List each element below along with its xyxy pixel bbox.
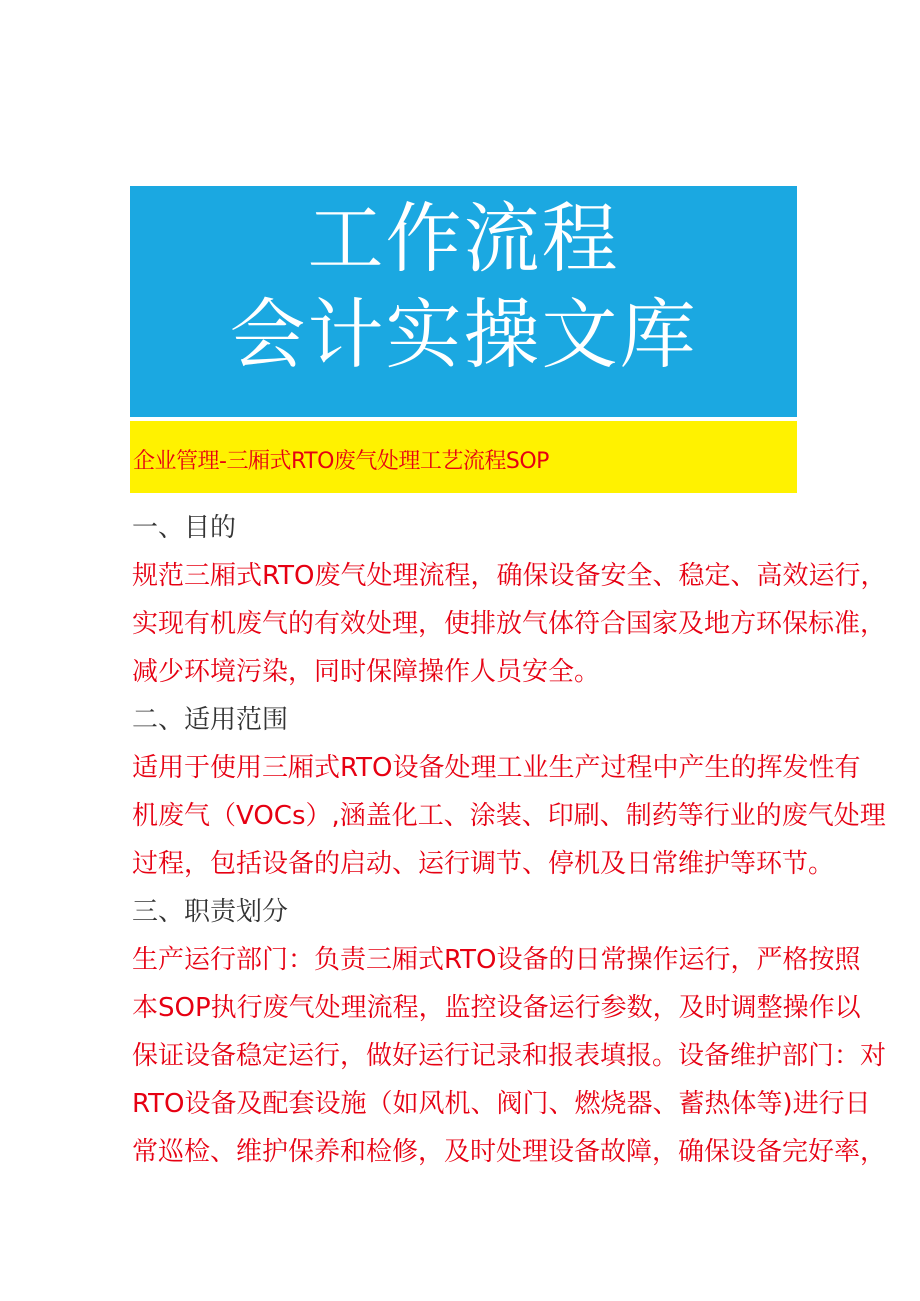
- paragraph-line: 规范三厢式RTO废气处理流程，确保设备安全、稳定、高效运行，: [132, 561, 887, 591]
- title-banner: [130, 186, 797, 417]
- banner-title-line1: 工作流程: [307, 194, 620, 283]
- paragraph-line: 机废气（VOCs）,涵盖化工、涂装、印刷、制药等行业的废气处理: [132, 801, 886, 831]
- paragraph-line: 常巡检、维护保养和检修，及时处理设备故障，确保设备完好率，: [132, 1137, 887, 1167]
- paragraph-line: 适用于使用三厢式RTO设备处理工业生产过程中产生的挥发性有: [132, 753, 861, 783]
- paragraph-line: 减少环境污染，同时保障操作人员安全。: [132, 657, 601, 687]
- section-heading-purpose: 一、目的: [132, 513, 237, 543]
- paragraph-line: 生产运行部门：负责三厢式RTO设备的日常操作运行，严格按照: [132, 945, 861, 975]
- document-subtitle: 企业管理-三厢式RTO废气处理工艺流程SOP: [133, 449, 549, 474]
- paragraph-line: 保证设备稳定运行，做好运行记录和报表填报。设备维护部门：对: [132, 1041, 887, 1071]
- subtitle-bar: [130, 421, 797, 493]
- paragraph-line: 过程，包括设备的启动、运行调节、停机及日常维护等环节。: [132, 849, 835, 879]
- paragraph-line: 实现有机废气的有效处理，使排放气体符合国家及地方环保标准，: [132, 609, 887, 639]
- section-heading-responsibilities: 三、职责划分: [132, 897, 289, 927]
- paragraph-line: 本SOP执行废气处理流程，监控设备运行参数，及时调整操作以: [132, 993, 861, 1023]
- paragraph-line: RTO设备及配套设施（如风机、阀门、燃烧器、蓄热体等)进行日: [132, 1089, 871, 1119]
- document-body: [132, 504, 887, 1176]
- banner-title-line2: 会计实操文库: [229, 290, 698, 379]
- section-heading-scope: 二、适用范围: [132, 705, 289, 735]
